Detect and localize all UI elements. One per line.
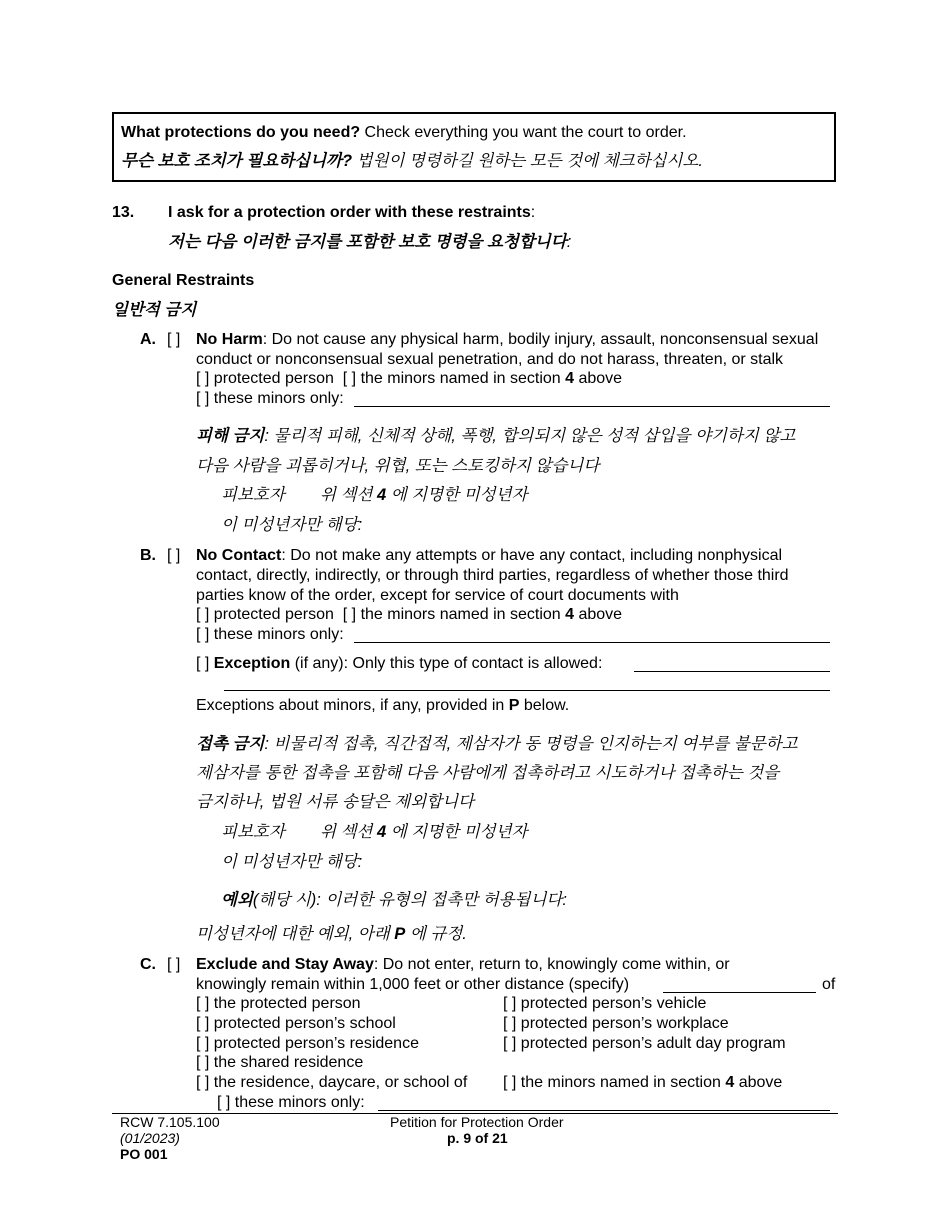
section-b-minors-post: above [574, 606, 623, 623]
section-c-these-label: these minors only: [234, 1094, 365, 1111]
section-c-opt-label: protected person’s vehicle [520, 995, 707, 1012]
section-b-exception-text: (if any): Only this type of contact is allowed: [290, 655, 603, 672]
section-b-these-minors-field[interactable] [354, 642, 830, 643]
section-c-opt-workplace [503, 1015, 729, 1033]
section-b-section-num: 4 [565, 606, 575, 623]
section-b-ko-minors-pre: 위 섹션 [320, 823, 377, 841]
section-a-line1-text: : Do not cause any physical harm, bodily injury, assault, nonconsensual sexual [262, 331, 819, 348]
section-b-exc-minors-p: P [508, 697, 520, 714]
section-b-ko-these: 이 미성년자만 해당: [221, 853, 363, 871]
section-b-ko-exception-text: (해당 시): 이러한 유형의 접촉만 허용됩니다: [252, 891, 567, 909]
section-b-ko-exc-minors-p: P [394, 925, 406, 943]
section-b-letter: B. [140, 547, 156, 564]
section-a-these-label: these minors only: [213, 390, 344, 407]
section-c-opt-label: the residence, daycare, or school of [213, 1074, 468, 1091]
section-c-minors-post: above [734, 1074, 783, 1091]
section-a-these-checkbox[interactable]: [ ] [196, 390, 210, 407]
section-b-ko-title: 접촉 금지 [196, 735, 265, 753]
section-a-ko-minors-post: 에 지명한 미성년자 [386, 486, 528, 504]
section-b-exc-minors-pre: Exceptions about minors, if any, provided in [196, 697, 509, 714]
section-c-minors-checkbox[interactable]: [ ] [503, 1074, 517, 1091]
section-c-opt-residence [196, 1035, 419, 1053]
section-c-these-checkbox[interactable]: [ ] [217, 1094, 231, 1111]
section-c-section-num: 4 [725, 1074, 735, 1091]
section-b-ko-exc-minors-pre: 미성년자에 대한 예외, 아래 [196, 925, 395, 943]
section-b-minors-label: the minors named in section [360, 606, 566, 623]
section-b-ko-exception [221, 886, 567, 910]
section-a-options [196, 370, 622, 388]
section-c-opt-day-program [503, 1035, 786, 1053]
section-c-opt-label: the protected person [213, 995, 361, 1012]
section-c-opt-label: protected person’s residence [213, 1035, 419, 1052]
section-a-protected-checkbox[interactable]: [ ] [196, 370, 210, 387]
section-a-ko-title: 피해 금지 [196, 427, 265, 445]
section-c-opt-label: protected person’s adult day program [520, 1035, 786, 1052]
section-b-exception-field-line2[interactable] [224, 690, 830, 691]
section-a-these-minors [196, 390, 344, 408]
section-c-opt-checkbox[interactable]: [ ] [503, 1015, 517, 1032]
section-a-letter: A. [140, 331, 156, 348]
section-b-line2: contact, directly, indirectly, or through third parties, regardless of whether those third [196, 567, 789, 584]
section-b-protected-label: protected person [213, 606, 334, 623]
section-c-opt-checkbox[interactable]: [ ] [503, 1035, 517, 1052]
section-c-opt-checkbox[interactable]: [ ] [196, 1054, 210, 1071]
section-c-checkbox[interactable]: [ ] [167, 956, 181, 973]
section-a-line1 [196, 331, 818, 349]
section-a-minors-label: the minors named in section [360, 370, 566, 387]
item-13-title [168, 204, 535, 222]
section-b-ko-line2: 제삼자를 통한 접촉을 포함해 다음 사람에게 접촉하려고 시도하거나 접촉하는 것을 [196, 764, 780, 782]
section-a-section-num: 4 [565, 370, 575, 387]
section-b-exc-minors-post: below. [519, 697, 570, 714]
instruction-ko-rest: 법원이 명령하길 원하는 모든 것에 체크하십시오. [352, 152, 703, 170]
section-c-these-minors [217, 1094, 365, 1112]
instruction-ko-bold: 무슨 보호 조치가 필요하십니까? [121, 152, 353, 170]
section-c-opt-school [196, 1015, 396, 1033]
section-b-minors-checkbox[interactable]: [ ] [342, 606, 357, 623]
item-13-title-ko-bold: 저는 다음 이러한 금지를 포함한 보호 명령을 요청합니다 [168, 233, 567, 251]
section-b-line1-text: : Do not make any attempts or have any contact, including nonphysical [281, 547, 783, 564]
section-c-of: of [822, 976, 836, 993]
section-b-line3: parties know of the order, except for service of court documents with [196, 587, 679, 604]
section-a-line2: conduct or nonconsensual sexual penetration, and do not harass, threaten, or stalk [196, 351, 784, 368]
section-a-ko-section-num: 4 [377, 486, 387, 504]
footer-form-number: PO 001 [120, 1146, 168, 1162]
section-c-line1-text: : Do not enter, return to, knowingly come within, or [373, 956, 730, 973]
section-b-ko-minors-post: 에 지명한 미성년자 [386, 823, 528, 841]
item-13-colon: : [530, 204, 536, 221]
section-b-line1 [196, 547, 782, 565]
section-b-exception-title: Exception [213, 655, 291, 672]
section-b-exception [196, 655, 602, 673]
section-b-ko-line1 [196, 730, 798, 754]
section-b-title: No Contact [196, 547, 282, 564]
section-c-opt-label: protected person’s workplace [520, 1015, 729, 1032]
item-13-number: 13. [112, 204, 135, 221]
item-13-ko-colon: : [566, 233, 572, 251]
section-b-these-checkbox[interactable]: [ ] [196, 626, 210, 643]
section-a-ko-line1 [196, 422, 795, 446]
general-restraints-heading: General Restraints [112, 272, 255, 289]
section-c-line2: knowingly remain within 1,000 feet or other distance (specify) [196, 976, 630, 993]
section-c-opt-vehicle [503, 995, 706, 1013]
section-b-these-label: these minors only: [213, 626, 344, 643]
section-b-checkbox[interactable]: [ ] [167, 547, 181, 564]
section-c-opt-label: the shared residence [213, 1054, 364, 1071]
section-c-opt-checkbox[interactable]: [ ] [196, 1074, 210, 1091]
section-a-minors-checkbox[interactable]: [ ] [342, 370, 357, 387]
section-c-line1 [196, 956, 730, 974]
section-c-letter: C. [140, 956, 156, 973]
general-restraints-heading-ko: 일반적 금지 [112, 301, 197, 319]
section-a-ko-these: 이 미성년자만 해당: [221, 516, 363, 534]
section-b-ko-minors [320, 818, 527, 842]
section-a-protected-label: protected person [213, 370, 334, 387]
section-c-opt-minors [503, 1074, 782, 1092]
section-a-checkbox[interactable]: [ ] [167, 331, 181, 348]
section-c-minors-label: the minors named in section [520, 1074, 726, 1091]
section-b-exceptions-minors [196, 697, 569, 715]
instruction-en-bold: What protections do you need? [121, 124, 361, 141]
instruction-ko [121, 147, 703, 171]
section-c-opt-shared-residence [196, 1054, 363, 1072]
section-b-ko-exc-minors-post: 에 규정. [405, 925, 467, 943]
section-a-ko-protected: 피보호자 [221, 486, 285, 504]
section-b-ko-exception-title: 예외 [221, 891, 253, 909]
section-c-opt-checkbox[interactable]: [ ] [196, 995, 210, 1012]
footer-page-number: p. 9 of 21 [447, 1130, 508, 1146]
section-b-protected-checkbox[interactable]: [ ] [196, 606, 210, 623]
footer-rcw: RCW 7.105.100 [120, 1114, 220, 1130]
section-c-title: Exclude and Stay Away [196, 956, 374, 973]
section-b-ko-line3: 금지하나, 법원 서류 송달은 제외합니다 [196, 793, 474, 811]
section-b-these-minors [196, 626, 344, 644]
section-c-opt-label: protected person’s school [213, 1015, 396, 1032]
section-a-ko-minors-pre: 위 섹션 [320, 486, 377, 504]
instruction-en-rest: Check everything you want the court to order. [360, 124, 687, 141]
section-a-title: No Harm [196, 331, 263, 348]
section-b-exception-checkbox[interactable]: [ ] [196, 655, 210, 672]
section-b-ko-section-num: 4 [377, 823, 387, 841]
section-a-ko-line2: 다음 사람을 괴롭히거나, 위협, 또는 스토킹하지 않습니다 [196, 457, 600, 475]
section-c-opt-daycare [196, 1074, 467, 1092]
section-c-distance-field[interactable] [663, 992, 816, 993]
section-c-opt-checkbox[interactable]: [ ] [196, 1035, 210, 1052]
footer-date: (01/2023) [120, 1130, 180, 1146]
section-c-these-minors-field[interactable] [378, 1110, 830, 1111]
instruction-en [121, 124, 687, 142]
section-a-ko-line1-text: : 물리적 피해, 신체적 상해, 폭행, 합의되지 않은 성적 삽입을 야기하지 않고 [264, 427, 796, 445]
section-c-opt-checkbox[interactable]: [ ] [503, 995, 517, 1012]
section-a-ko-minors [320, 481, 527, 505]
section-b-exception-field[interactable] [634, 671, 830, 672]
section-a-minors-post: above [574, 370, 623, 387]
section-a-these-minors-field[interactable] [354, 406, 830, 407]
footer-title: Petition for Protection Order [390, 1114, 564, 1130]
section-b-ko-line1-text: : 비물리적 접촉, 직간접적, 제삼자가 동 명령을 인지하는지 여부를 불문하고 [264, 735, 798, 753]
item-13-title-bold: I ask for a protection order with these restraints [168, 204, 531, 221]
section-b-ko-protected: 피보호자 [221, 823, 285, 841]
section-b-ko-exc-minors [196, 920, 467, 944]
section-c-opt-checkbox[interactable]: [ ] [196, 1015, 210, 1032]
item-13-title-ko [168, 228, 571, 252]
section-c-opt-protected-person [196, 995, 361, 1013]
section-b-options [196, 606, 622, 624]
